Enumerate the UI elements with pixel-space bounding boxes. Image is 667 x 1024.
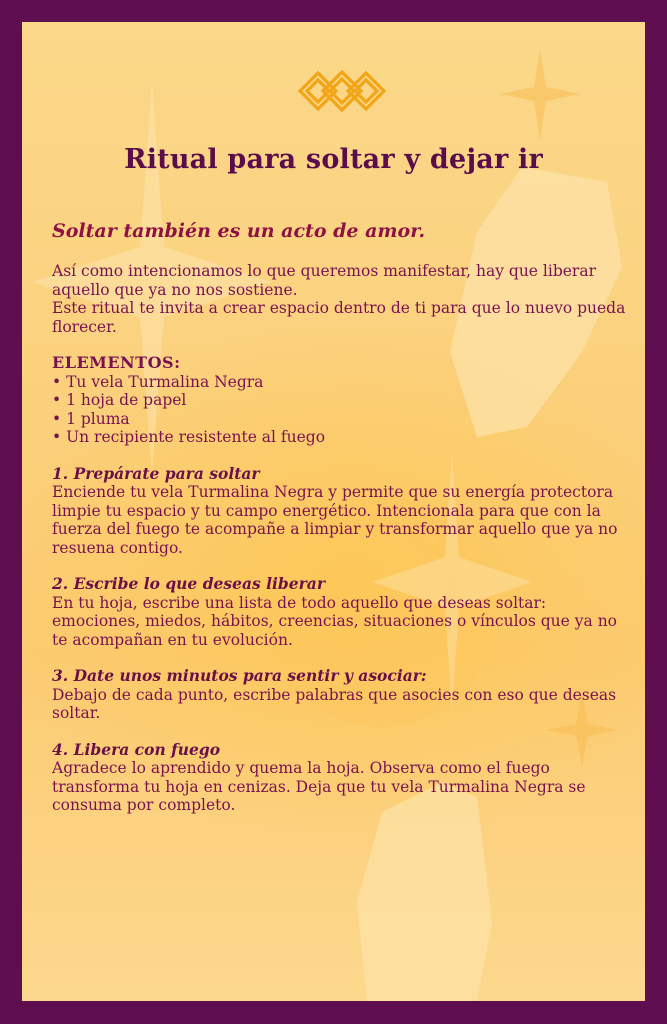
list-item: • Un recipiente resistente al fuego [52, 428, 326, 446]
list-item: • Tu vela Turmalina Negra [52, 372, 264, 391]
step-4-title: 4. Libera con fuego [52, 739, 221, 759]
step-2-title: 2. Escribe lo que deseas liberar [52, 574, 325, 593]
step-2-text: En tu hoja, escribe una lista de todo aquello que deseas soltar: emociones, miedos, hábitos, creencias, situaciones o vínculos que ya no te acompañan en tu evolución. [52, 593, 618, 649]
crystal-shape-bottom [357, 782, 492, 1001]
step-1-title: 1. Prepárate para soltar [52, 463, 260, 483]
sparkle-star-top [500, 50, 580, 140]
elements-list [52, 373, 632, 447]
step-3-text: Debajo de cada punto, escribe palabras que asocies con eso que deseas soltar. [52, 685, 617, 722]
step-1-text: Enciende tu vela Turmalina Negra y permite que su energía protectora limpie tu espacio y tu campo energético. Intencionala para que con la fuerza del fuego te acompañe a limpiar y transformar aquello que ya no resuena contigo. [52, 483, 618, 557]
subtitle: Soltar también es un acto de amor. [52, 220, 426, 242]
page-title: Ritual para soltar y dejar ir [124, 144, 543, 175]
list-item: • 1 hoja de papel [52, 391, 187, 409]
intro-paragraph-2: Este ritual te invita a crear espacio dentro de ti para que lo nuevo pueda florecer. [52, 299, 626, 336]
ritual-card [22, 22, 645, 1001]
ritual-content [52, 220, 632, 815]
list-item: • 1 pluma [52, 409, 130, 428]
intro-paragraph-1: Así como intencionamos lo que queremos manifestar, hay que liberar aquello que ya no nos sostiene. [52, 262, 596, 299]
step-3-title: 3. Date unos minutos para sentir y asociar: [52, 666, 427, 685]
logo-icon [298, 68, 386, 114]
elements-heading: ELEMENTOS: [52, 353, 181, 372]
step-4-text: Agradece lo aprendido y quema la hoja. Observa como el fuego transforma tu hoja en cenizas. Deja que tu vela Turmalina Negra se consuma por completo. [52, 759, 586, 814]
